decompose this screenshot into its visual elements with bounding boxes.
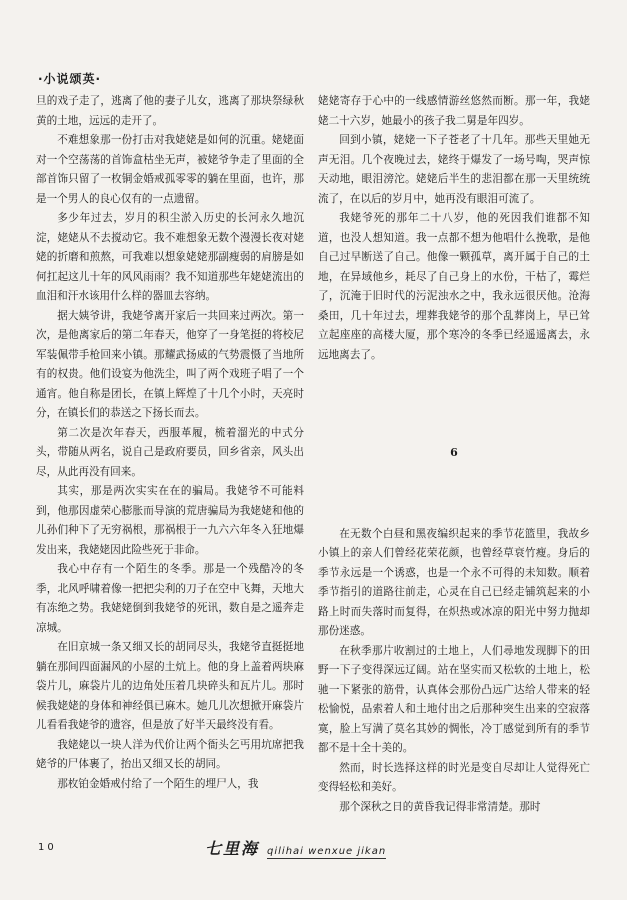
footer-brand	[205, 836, 386, 859]
paragraph: 我心中存有一个陌生的冬季。那是一个残酷冷的冬季，北风呼啸着像一把把尖利的刀子在空中飞舞，天地大有冻绝之势。我姥姥倒到我姥爷的死讯，数自是之遥奔走凉城。	[36, 563, 304, 634]
paragraph: 然而，时长选择这样的时光是变自尽却让人觉得死亡变得轻松和美好。	[318, 761, 590, 793]
paragraph: 多少年过去，岁月的积尘淤入历史的长河永久地沉淀，姥姥从不去搅动它。我不难想象无数个漫漫长夜对姥姥的折磨和煎熬，可我难以想象姥姥那副瘦弱的肩膀是如何扛起这儿十年的风风雨雨？我不知道那些年姥姥流出的血泪和汗水该用什么样的器皿去容纳。	[36, 212, 304, 302]
paragraph: 在无数个白昼和黑夜编织起来的季节花篮里，我故乡小镇上的亲人们曾经花荣花颜，也曾经草衰竹瘦。身后的季节永远是一个诱惑，也是一个永不可得的未知数。顺着季节指引的道路往前走，心灵在自己已经走铺筑起来的小路上时而失落时而复得，在炽热或冰凉的阳光中努力抛却那份迷惑。	[318, 527, 590, 637]
paragraph: 第二次是次年春天，西服革履，梳着溜光的中式分头，带随从两名，说自己是政府要员，回乡省亲，风头出尽，从此再没有回来。	[36, 426, 304, 478]
paragraph: 那枚铂金婚戒付给了一个陌生的埋尸人，我	[57, 777, 259, 790]
paragraph: 那个深秋之日的黄昏我记得非常清楚。那时	[339, 800, 541, 813]
right-text-column	[318, 92, 590, 832]
brand-pinyin: qilihai wenxue jikan	[267, 846, 387, 857]
paragraph: 我姥爷死的那年二十八岁，他的死因我们谁都不知道，也没人想知道。我一点都不想为他唱什么挽歌，是他自己过早断送了自己。他像一颗孤草，离开属于自己的土地，在异域他乡，耗尽了自己身上的水份，干枯了，霉烂了，沉淹于旧时代的污泥浊水之中，我永远很厌他。沧海桑田，几十年过去，埋葬我姥爷的那个乱葬岗上，早已耸立起座座的高楼大厦，那个寒冷的冬季已经遥遥离去，永远地离去了。	[318, 212, 590, 361]
section-number: 6	[450, 446, 458, 459]
paragraph: 在旧京城一条又细又长的胡同尽头，我姥爷直挺挺地躺在那间四面漏风的小屋的土炕上。他的身上盖着两块麻袋片儿，麻袋片儿的边角处压着几块碎头和瓦片儿。那时候我姥姥的身体和神经俱已麻木。她几儿次想掀开麻袋片儿看看我姥爷的遗容，但是放了好半天最终没有看。	[36, 641, 304, 731]
paragraph: 我姥姥以一块人洋为代价让两个衙头乞丐用坑席把我姥爷的尸体裹了，抬出又细又长的胡同。	[36, 738, 304, 770]
paragraph: 回到小镇，姥姥一下子苍老了十几年。那些天里她无声无泪。几个夜晚过去，姥终于爆发了一场号啕，哭声惊天动地，眼泪滂沱。姥姥后半生的悲泪都在那一天里统统流了，在以后的岁月中，她再没有眼泪可流了。	[318, 134, 590, 205]
right-column-top-text	[318, 92, 590, 365]
paragraph: 旦的戏子走了，逃离了他的妻子儿女，逃离了那块祭绿秋黄的土地，远远的走开了。	[36, 95, 304, 127]
paragraph: 不难想象那一份打击对我姥姥是如何的沉重。姥姥面对一个空荡荡的首饰盒枯坐无声，被姥爷争走了里面的全部首饰只留了一枚铜金婚戒孤零零的躺在里面，也许，那是一个男人的良心仅有的一点遗留。	[36, 134, 304, 205]
column-label: ·小说颂英·	[38, 72, 102, 86]
paragraph: 据大姨爷讲，我姥爷离开家后一共回来过两次。第一次，是他离家后的第二年春天，他穿了一身笔挺的将校尼军装佩带手枪回来小镇。那耀武扬威的气势震慑了当地所有的权贵。他们设宴为他洗尘，叫了两个戏班子唱了一个通宵。他自称是团长，在镇上辉煌了十几个小时，天亮时分，在镇长们的恭送之下扬长而去。	[36, 309, 304, 419]
paragraph: 在秋季那片收割过的土地上，人们尋地发现脚下的田野一下子变得深远辽阔。站在坚实而又松软的土地上，松驰一下紧张的筋骨，认真体会那份凸远广达给人带来的轻松愉悦，品索着人和土地付出之后那种突生出来的空寂落寞，脸上写满了莫名其妙的惆怅，冷丁感觉到所有的季节都不是十全十美的。	[318, 644, 590, 754]
page-number: 10	[38, 842, 57, 853]
paragraph: 姥姥寄存于心中的一线感情游丝悠然而断。那一年，我姥姥二十六岁，她最小的孩子我二舅是年四岁。	[318, 95, 590, 127]
right-column-bottom-text	[318, 525, 590, 818]
brand-logo-text: 七里海	[205, 839, 260, 858]
paragraph: 其实，那是两次实实在在的骗局。我姥爷不可能料到，他那因虚荣心膨胀而导演的荒唐骗局为我姥姥和他的儿孙们种下了无穷祸根，那祸根于一九六六年冬入狂地爆发出来，我姥姥因此险些死于非命。	[36, 485, 304, 556]
left-text-column	[36, 92, 304, 832]
